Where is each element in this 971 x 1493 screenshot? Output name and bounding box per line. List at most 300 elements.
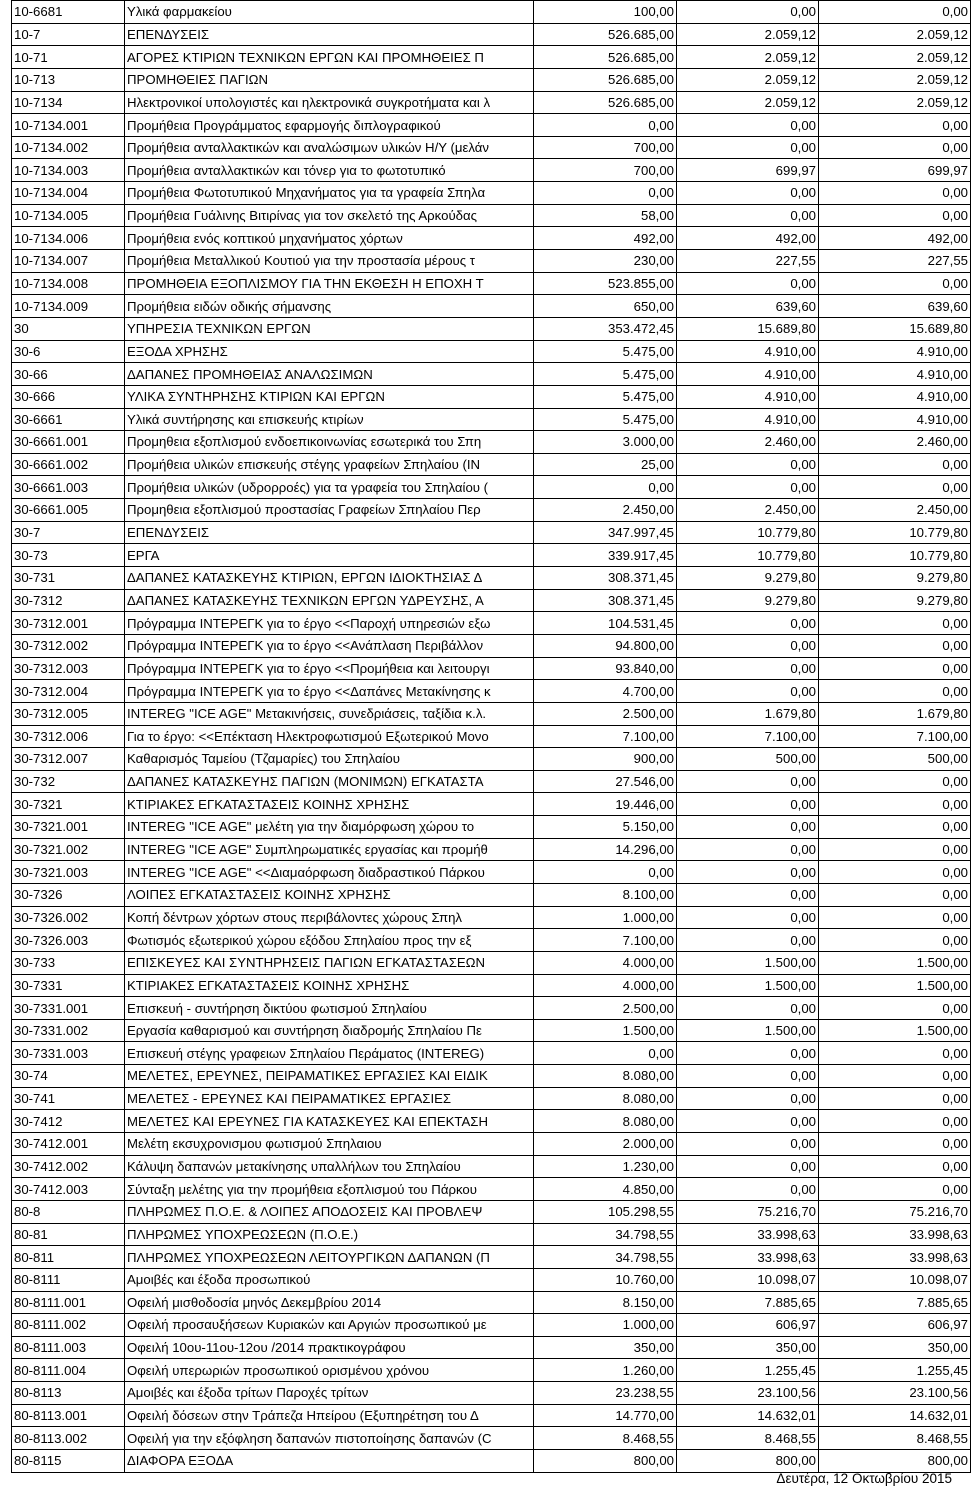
table-row — [12, 725, 971, 748]
account-code: 10-7134.003 — [12, 159, 125, 182]
paid-amount: 0,00 — [819, 182, 971, 205]
table-row — [12, 1246, 971, 1269]
account-code: 10-7134 — [12, 91, 125, 114]
paid-amount: 1.500,00 — [819, 951, 971, 974]
account-code: 10-6681 — [12, 1, 125, 24]
paid-amount: 0,00 — [819, 114, 971, 137]
budget-amount: 347.997,45 — [534, 521, 677, 544]
budget-amount: 900,00 — [534, 748, 677, 771]
account-description: Προμήθεια Φωτοτυπικού Μηχανήματος για τα γραφεία Σπηλα — [125, 182, 534, 205]
account-description: ΜΕΛΕΤΕΣ, ΕΡΕΥΝΕΣ, ΠΕΙΡΑΜΑΤΙΚΕΣ ΕΡΓΑΣΙΕΣ ΚΑΙ ΕΙΔΙΚ — [125, 1065, 534, 1088]
budget-amount: 308.371,45 — [534, 567, 677, 590]
committed-amount: 10.779,80 — [677, 544, 819, 567]
paid-amount: 0,00 — [819, 1110, 971, 1133]
budget-amount: 0,00 — [534, 1042, 677, 1065]
budget-amount: 14.296,00 — [534, 838, 677, 861]
account-code: 30-7412.003 — [12, 1178, 125, 1201]
account-description: Προμήθεια υλικών επισκευής στέγης γραφείων Σπηλαίου (ΙΝ — [125, 453, 534, 476]
table-row — [12, 1336, 971, 1359]
account-code: 30-6661 — [12, 408, 125, 431]
budget-amount: 58,00 — [534, 204, 677, 227]
account-code: 10-7134.004 — [12, 182, 125, 205]
table-row — [12, 1019, 971, 1042]
table-row — [12, 1450, 971, 1473]
budget-amount: 353.472,45 — [534, 317, 677, 340]
paid-amount: 0,00 — [819, 476, 971, 499]
budget-amount: 2.000,00 — [534, 1133, 677, 1156]
paid-amount: 0,00 — [819, 680, 971, 703]
account-description: ΑΓΟΡΕΣ ΚΤΙΡΙΩΝ ΤΕΧΝΙΚΩΝ ΕΡΓΩΝ ΚΑΙ ΠΡΟΜΗΘΕΙΕΣ Π — [125, 46, 534, 69]
table-row — [12, 1200, 971, 1223]
budget-amount: 526.685,00 — [534, 46, 677, 69]
account-description: ΛΟΙΠΕΣ ΕΓΚΑΤΑΣΤΑΣΕΙΣ ΚΟΙΝΗΣ ΧΡΗΣΗΣ — [125, 883, 534, 906]
account-code: 30-7321 — [12, 793, 125, 816]
account-description: Προμηθεια εξοπλισμού ενδοεπικοινωνίας εσωτερικά του Σπη — [125, 431, 534, 454]
budget-amount: 1.000,00 — [534, 906, 677, 929]
account-code: 80-8111.004 — [12, 1359, 125, 1382]
table-row — [12, 295, 971, 318]
budget-amount: 1.000,00 — [534, 1314, 677, 1337]
account-code: 30 — [12, 317, 125, 340]
account-description: Οφειλή μισθοδοσία μηνός Δεκεμβρίου 2014 — [125, 1291, 534, 1314]
committed-amount: 500,00 — [677, 748, 819, 771]
account-description: Οφειλή 10ου-11ου-12ου /2014 πρακτικογράφου — [125, 1336, 534, 1359]
paid-amount: 800,00 — [819, 1450, 971, 1473]
account-description: ΠΛΗΡΩΜΕΣ ΥΠΟΧΡΕΩΣΕΩΝ ΛΕΙΤΟΥΡΓΙΚΩΝ ΔΑΠΑΝΩΝ (Π — [125, 1246, 534, 1269]
budget-amount: 526.685,00 — [534, 23, 677, 46]
paid-amount: 0,00 — [819, 1042, 971, 1065]
account-code: 30-732 — [12, 770, 125, 793]
committed-amount: 4.910,00 — [677, 385, 819, 408]
paid-amount: 0,00 — [819, 1178, 971, 1201]
paid-amount: 0,00 — [819, 770, 971, 793]
table-row — [12, 748, 971, 771]
committed-amount: 14.632,01 — [677, 1404, 819, 1427]
table-row — [12, 272, 971, 295]
committed-amount: 8.468,55 — [677, 1427, 819, 1450]
account-code: 30-7326.003 — [12, 929, 125, 952]
table-row — [12, 567, 971, 590]
committed-amount: 800,00 — [677, 1450, 819, 1473]
table-row — [12, 861, 971, 884]
table-row — [12, 114, 971, 137]
account-code: 30-7326.002 — [12, 906, 125, 929]
paid-amount: 9.279,80 — [819, 589, 971, 612]
budget-amount: 8.468,55 — [534, 1427, 677, 1450]
budget-amount: 1.230,00 — [534, 1155, 677, 1178]
committed-amount: 15.689,80 — [677, 317, 819, 340]
account-description: Κάλυψη δαπανών μετακίνησης υπαλλήλων του Σπηλαίου — [125, 1155, 534, 1178]
account-description: ΚΤΙΡΙΑΚΕΣ ΕΓΚΑΤΑΣΤΑΣΕΙΣ ΚΟΙΝΗΣ ΧΡΗΣΗΣ — [125, 793, 534, 816]
account-code: 30-6661.002 — [12, 453, 125, 476]
account-code: 30-7326 — [12, 883, 125, 906]
committed-amount: 350,00 — [677, 1336, 819, 1359]
table-row — [12, 1314, 971, 1337]
account-description: ΔΑΠΑΝΕΣ ΚΑΤΑΣΚΕΥΗΣ ΚΤΙΡΙΩΝ, ΕΡΓΩΝ ΙΔΙΟΚΤΗΣΙΑΣ Δ — [125, 567, 534, 590]
account-description: ΕΡΓΑ — [125, 544, 534, 567]
paid-amount: 1.255,45 — [819, 1359, 971, 1382]
table-row — [12, 385, 971, 408]
account-description: Προμήθεια ειδών οδικής σήμανσης — [125, 295, 534, 318]
budget-amount: 308.371,45 — [534, 589, 677, 612]
paid-amount: 75.216,70 — [819, 1200, 971, 1223]
budget-amount: 34.798,55 — [534, 1223, 677, 1246]
budget-amount: 5.475,00 — [534, 385, 677, 408]
account-code: 30-7321.002 — [12, 838, 125, 861]
paid-amount: 1.500,00 — [819, 1019, 971, 1042]
account-code: 30-66 — [12, 363, 125, 386]
committed-amount: 0,00 — [677, 1110, 819, 1133]
paid-amount: 2.059,12 — [819, 46, 971, 69]
budget-amount: 100,00 — [534, 1, 677, 24]
account-code: 30-7312.002 — [12, 634, 125, 657]
account-code: 80-8111.003 — [12, 1336, 125, 1359]
table-row — [12, 1065, 971, 1088]
account-code: 80-8 — [12, 1200, 125, 1223]
table-row — [12, 883, 971, 906]
budget-amount: 7.100,00 — [534, 725, 677, 748]
table-row — [12, 589, 971, 612]
account-description: Μελέτη εκσυχρονισμου φωτισμού Σπηλαιου — [125, 1133, 534, 1156]
account-description: ΥΛΙΚΑ ΣΥΝΤΗΡΗΣΗΣ ΚΤΙΡΙΩΝ ΚΑΙ ΕΡΓΩΝ — [125, 385, 534, 408]
committed-amount: 0,00 — [677, 929, 819, 952]
committed-amount: 9.279,80 — [677, 567, 819, 590]
table-row — [12, 204, 971, 227]
account-description: Οφειλή για την εξόφληση δαπανών πιστοποίησης δαπανών (C — [125, 1427, 534, 1450]
table-row — [12, 634, 971, 657]
committed-amount: 1.500,00 — [677, 951, 819, 974]
committed-amount: 4.910,00 — [677, 340, 819, 363]
paid-amount: 699,97 — [819, 159, 971, 182]
table-row — [12, 317, 971, 340]
account-code: 30-7321.001 — [12, 816, 125, 839]
committed-amount: 33.998,63 — [677, 1246, 819, 1269]
budget-amount: 19.446,00 — [534, 793, 677, 816]
budget-amount: 23.238,55 — [534, 1382, 677, 1405]
table-row — [12, 929, 971, 952]
table-row — [12, 159, 971, 182]
account-code: 10-7134.002 — [12, 136, 125, 159]
paid-amount: 9.279,80 — [819, 567, 971, 590]
account-description: Ηλεκτρονικοί υπολογιστές και ηλεκτρονικά συγκροτήματα και λ — [125, 91, 534, 114]
account-code: 30-7412.002 — [12, 1155, 125, 1178]
paid-amount: 33.998,63 — [819, 1246, 971, 1269]
account-description: Πρόγραμμα ΙΝΤΕΡΕΓΚ για το έργο <<Παροχή υπηρεσιών εξω — [125, 612, 534, 635]
budget-amount: 4.850,00 — [534, 1178, 677, 1201]
budget-amount: 2.500,00 — [534, 997, 677, 1020]
account-code: 30-74 — [12, 1065, 125, 1088]
account-code: 30-6 — [12, 340, 125, 363]
account-code: 80-8111 — [12, 1268, 125, 1291]
budget-amount: 700,00 — [534, 159, 677, 182]
budget-amount: 230,00 — [534, 250, 677, 273]
account-code: 10-7134.009 — [12, 295, 125, 318]
account-code: 30-73 — [12, 544, 125, 567]
table-row — [12, 1223, 971, 1246]
table-row — [12, 91, 971, 114]
account-description: Προμήθεια ανταλλακτικών και αναλώσιμων υλικών Η/Υ (μελάν — [125, 136, 534, 159]
paid-amount: 0,00 — [819, 634, 971, 657]
paid-amount: 0,00 — [819, 861, 971, 884]
paid-amount: 2.059,12 — [819, 23, 971, 46]
paid-amount: 0,00 — [819, 204, 971, 227]
table-row — [12, 906, 971, 929]
account-description: Εργασία καθαρισμού και συντήρηση διαδρομής Σπηλαίου Πε — [125, 1019, 534, 1042]
paid-amount: 23.100,56 — [819, 1382, 971, 1405]
account-description: ΔΑΠΑΝΕΣ ΚΑΤΑΣΚΕΥΗΣ ΤΕΧΝΙΚΩΝ ΕΡΓΩΝ ΥΔΡΕΥΣΗΣ, Α — [125, 589, 534, 612]
paid-amount: 7.100,00 — [819, 725, 971, 748]
budget-amount: 0,00 — [534, 114, 677, 137]
committed-amount: 0,00 — [677, 1178, 819, 1201]
budget-amount: 34.798,55 — [534, 1246, 677, 1269]
committed-amount: 2.450,00 — [677, 499, 819, 522]
account-code: 10-7134.007 — [12, 250, 125, 273]
table-row — [12, 1382, 971, 1405]
committed-amount: 0,00 — [677, 838, 819, 861]
budget-amount: 104.531,45 — [534, 612, 677, 635]
account-code: 10-7134.001 — [12, 114, 125, 137]
account-code: 80-8113 — [12, 1382, 125, 1405]
table-row — [12, 1178, 971, 1201]
committed-amount: 0,00 — [677, 114, 819, 137]
committed-amount: 0,00 — [677, 476, 819, 499]
budget-amount: 700,00 — [534, 136, 677, 159]
budget-amount: 526.685,00 — [534, 68, 677, 91]
account-code: 30-7331.003 — [12, 1042, 125, 1065]
table-row — [12, 793, 971, 816]
account-code: 30-7312.005 — [12, 702, 125, 725]
account-description: Πρόγραμμα ΙΝΤΕΡΕΓΚ για το έργο <<Δαπάνες Μετακίνησης κ — [125, 680, 534, 703]
committed-amount: 1.255,45 — [677, 1359, 819, 1382]
table-row — [12, 680, 971, 703]
account-description: Καθαρισμός Ταμείου (Τζαμαρίες) του Σπηλαίου — [125, 748, 534, 771]
account-description: Κοπή δέντρων χόρτων στους περιβάλοντες χώρους Σπηλ — [125, 906, 534, 929]
account-description: Προμήθεια ανταλλακτικών και τόνερ για το φωτοτυπικό — [125, 159, 534, 182]
paid-amount: 2.450,00 — [819, 499, 971, 522]
account-description: Επισκευή στέγης γραφειων Σπηλαίου Περάματος (INTEREG) — [125, 1042, 534, 1065]
committed-amount: 0,00 — [677, 634, 819, 657]
account-code: 30-666 — [12, 385, 125, 408]
committed-amount: 0,00 — [677, 1, 819, 24]
committed-amount: 0,00 — [677, 1155, 819, 1178]
paid-amount: 4.910,00 — [819, 363, 971, 386]
budget-amount: 4.000,00 — [534, 974, 677, 997]
committed-amount: 0,00 — [677, 1042, 819, 1065]
table-row — [12, 1133, 971, 1156]
budget-amount: 0,00 — [534, 476, 677, 499]
account-code: 80-811 — [12, 1246, 125, 1269]
paid-amount: 4.910,00 — [819, 408, 971, 431]
table-row — [12, 46, 971, 69]
account-code: 30-7412 — [12, 1110, 125, 1133]
table-row — [12, 182, 971, 205]
committed-amount: 0,00 — [677, 906, 819, 929]
paid-amount: 0,00 — [819, 997, 971, 1020]
paid-amount: 1.500,00 — [819, 974, 971, 997]
account-code: 80-8111.001 — [12, 1291, 125, 1314]
account-description: ΜΕΛΕΤΕΣ ΚΑΙ ΕΡΕΥΝΕΣ ΓΙΑ ΚΑΤΑΣΚΕΥΕΣ ΚΑΙ ΕΠΕΚΤΑΣΗ — [125, 1110, 534, 1133]
budget-amount: 523.855,00 — [534, 272, 677, 295]
account-description: Για το έργο: <<Επέκταση Ηλεκτροφωτισμού Εξωτερικού Μονο — [125, 725, 534, 748]
budget-table — [11, 0, 971, 1473]
committed-amount: 10.098,07 — [677, 1268, 819, 1291]
table-row — [12, 227, 971, 250]
committed-amount: 0,00 — [677, 861, 819, 884]
budget-amount: 4.700,00 — [534, 680, 677, 703]
committed-amount: 227,55 — [677, 250, 819, 273]
budget-amount: 650,00 — [534, 295, 677, 318]
committed-amount: 4.910,00 — [677, 363, 819, 386]
paid-amount: 350,00 — [819, 1336, 971, 1359]
footer-date: Δευτέρα, 12 Οκτωβρίου 2015 — [776, 1471, 952, 1486]
account-code: 30-7412.001 — [12, 1133, 125, 1156]
table-row — [12, 1042, 971, 1065]
account-code: 30-6661.001 — [12, 431, 125, 454]
table-row — [12, 521, 971, 544]
committed-amount: 0,00 — [677, 680, 819, 703]
account-code: 80-8111.002 — [12, 1314, 125, 1337]
account-description: Πρόγραμμα ΙΝΤΕΡΕΓΚ για το έργο <<Προμήθεια και λειτουργι — [125, 657, 534, 680]
budget-amount: 339.917,45 — [534, 544, 677, 567]
table-row — [12, 1359, 971, 1382]
table-row — [12, 499, 971, 522]
committed-amount: 0,00 — [677, 204, 819, 227]
account-description: Οφειλή υπερωριών προσωπικού ορισμένου χρόνου — [125, 1359, 534, 1382]
budget-amount: 2.450,00 — [534, 499, 677, 522]
paid-amount: 2.059,12 — [819, 68, 971, 91]
account-description: INTEREG "ICE AGE" <<Διαμαόρφωση διαδραστικού Πάρκου — [125, 861, 534, 884]
account-code: 10-71 — [12, 46, 125, 69]
paid-amount: 500,00 — [819, 748, 971, 771]
account-description: Υλικά συντήρησης και επισκευής κτιρίων — [125, 408, 534, 431]
account-code: 80-81 — [12, 1223, 125, 1246]
account-description: Σύνταξη μελέτης για την προμήθεια εξοπλισμού του Πάρκου — [125, 1178, 534, 1201]
table-row — [12, 997, 971, 1020]
committed-amount: 0,00 — [677, 883, 819, 906]
account-description: Αμοιβές και έξοδα προσωπικού — [125, 1268, 534, 1291]
account-description: Οφειλή προσαυξήσεων Κυριακών και Αργιών προσωπικού με — [125, 1314, 534, 1337]
committed-amount: 0,00 — [677, 453, 819, 476]
account-description: ΠΡΟΜΗΘΕΙΕΣ ΠΑΓΙΩΝ — [125, 68, 534, 91]
committed-amount: 0,00 — [677, 1065, 819, 1088]
paid-amount: 1.679,80 — [819, 702, 971, 725]
budget-amount: 7.100,00 — [534, 929, 677, 952]
budget-amount: 27.546,00 — [534, 770, 677, 793]
account-code: 10-713 — [12, 68, 125, 91]
account-description: INTEREG "ICE AGE" μελέτη για την διαμόρφωση χώρου το — [125, 816, 534, 839]
account-description: ΠΡΟΜΗΘΕΙΑ ΕΞΟΠΛΙΣΜΟΥ ΓΙΑ ΤΗΝ ΕΚΘΕΣΗ Η ΕΠΟΧΗ Τ — [125, 272, 534, 295]
budget-amount: 25,00 — [534, 453, 677, 476]
account-description: Προμήθεια Προγράμματος εφαρμογής διπλογραφικού — [125, 114, 534, 137]
account-code: 30-731 — [12, 567, 125, 590]
table-row — [12, 544, 971, 567]
budget-amount: 3.000,00 — [534, 431, 677, 454]
account-code: 30-7312.004 — [12, 680, 125, 703]
budget-amount: 526.685,00 — [534, 91, 677, 114]
paid-amount: 0,00 — [819, 929, 971, 952]
committed-amount: 0,00 — [677, 1133, 819, 1156]
budget-amount: 2.500,00 — [534, 702, 677, 725]
paid-amount: 639,60 — [819, 295, 971, 318]
account-description: Προμήθεια Μεταλλικού Κουτιού για την προστασία μέρους τ — [125, 250, 534, 273]
account-description: Αμοιβές και έξοδα τρίτων Παροχές τρίτων — [125, 1382, 534, 1405]
paid-amount: 2.460,00 — [819, 431, 971, 454]
paid-amount: 0,00 — [819, 1087, 971, 1110]
table-row — [12, 770, 971, 793]
table-row — [12, 453, 971, 476]
committed-amount: 4.910,00 — [677, 408, 819, 431]
table-row — [12, 23, 971, 46]
budget-amount: 8.080,00 — [534, 1087, 677, 1110]
paid-amount: 0,00 — [819, 1065, 971, 1088]
budget-amount: 8.150,00 — [534, 1291, 677, 1314]
budget-amount: 93.840,00 — [534, 657, 677, 680]
account-description: Φωτισμός εξωτερικού χώρου εξόδου Σπηλαίου προς την εξ — [125, 929, 534, 952]
paid-amount: 33.998,63 — [819, 1223, 971, 1246]
account-code: 80-8115 — [12, 1450, 125, 1473]
table-row — [12, 431, 971, 454]
account-code: 30-7312.003 — [12, 657, 125, 680]
committed-amount: 2.460,00 — [677, 431, 819, 454]
account-code: 30-6661.005 — [12, 499, 125, 522]
committed-amount: 492,00 — [677, 227, 819, 250]
paid-amount: 4.910,00 — [819, 340, 971, 363]
table-row — [12, 408, 971, 431]
account-code: 30-6661.003 — [12, 476, 125, 499]
committed-amount: 0,00 — [677, 793, 819, 816]
account-description: Προμήθεια Γυάλινης Βιτιρίνας για τον σκελετό της Αρκούδας — [125, 204, 534, 227]
committed-amount: 0,00 — [677, 272, 819, 295]
account-description: ΔΑΠΑΝΕΣ ΚΑΤΑΣΚΕΥΗΣ ΠΑΓΙΩΝ (ΜΟΝΙΜΩΝ) ΕΓΚΑΤΑΣΤΑ — [125, 770, 534, 793]
committed-amount: 0,00 — [677, 136, 819, 159]
budget-amount: 5.150,00 — [534, 816, 677, 839]
account-description: ΕΠΙΣΚΕΥΕΣ ΚΑΙ ΣΥΝΤΗΡΗΣΕΙΣ ΠΑΓΙΩΝ ΕΓΚΑΤΑΣΤΑΣΕΩΝ — [125, 951, 534, 974]
table-row — [12, 1, 971, 24]
paid-amount: 10.779,80 — [819, 544, 971, 567]
account-code: 30-7312.006 — [12, 725, 125, 748]
budget-amount: 94.800,00 — [534, 634, 677, 657]
paid-amount: 0,00 — [819, 272, 971, 295]
budget-amount: 5.475,00 — [534, 408, 677, 431]
budget-rows — [12, 1, 971, 1473]
paid-amount: 10.779,80 — [819, 521, 971, 544]
committed-amount: 23.100,56 — [677, 1382, 819, 1405]
paid-amount: 0,00 — [819, 906, 971, 929]
budget-amount: 4.000,00 — [534, 951, 677, 974]
table-row — [12, 1404, 971, 1427]
account-description: ΕΠΕΝΔΥΣΕΙΣ — [125, 521, 534, 544]
budget-amount: 1.260,00 — [534, 1359, 677, 1382]
account-description: ΔΑΠΑΝΕΣ ΠΡΟΜΗΘΕΙΑΣ ΑΝΑΛΩΣΙΜΩΝ — [125, 363, 534, 386]
committed-amount: 2.059,12 — [677, 46, 819, 69]
table-row — [12, 476, 971, 499]
account-code: 80-8113.002 — [12, 1427, 125, 1450]
committed-amount: 0,00 — [677, 816, 819, 839]
table-row — [12, 136, 971, 159]
account-code: 30-7 — [12, 521, 125, 544]
paid-amount: 15.689,80 — [819, 317, 971, 340]
committed-amount: 2.059,12 — [677, 68, 819, 91]
account-description: ΜΕΛΕΤΕΣ - ΕΡΕΥΝΕΣ ΚΑΙ ΠΕΙΡΑΜΑΤΙΚΕΣ ΕΡΓΑΣΙΕΣ — [125, 1087, 534, 1110]
table-row — [12, 657, 971, 680]
table-row — [12, 1155, 971, 1178]
account-description: Προμήθεια ενός κοπτικού μηχανήματος χόρτων — [125, 227, 534, 250]
paid-amount: 2.059,12 — [819, 91, 971, 114]
account-description: ΕΠΕΝΔΥΣΕΙΣ — [125, 23, 534, 46]
account-code: 80-8113.001 — [12, 1404, 125, 1427]
paid-amount: 14.632,01 — [819, 1404, 971, 1427]
committed-amount: 0,00 — [677, 182, 819, 205]
